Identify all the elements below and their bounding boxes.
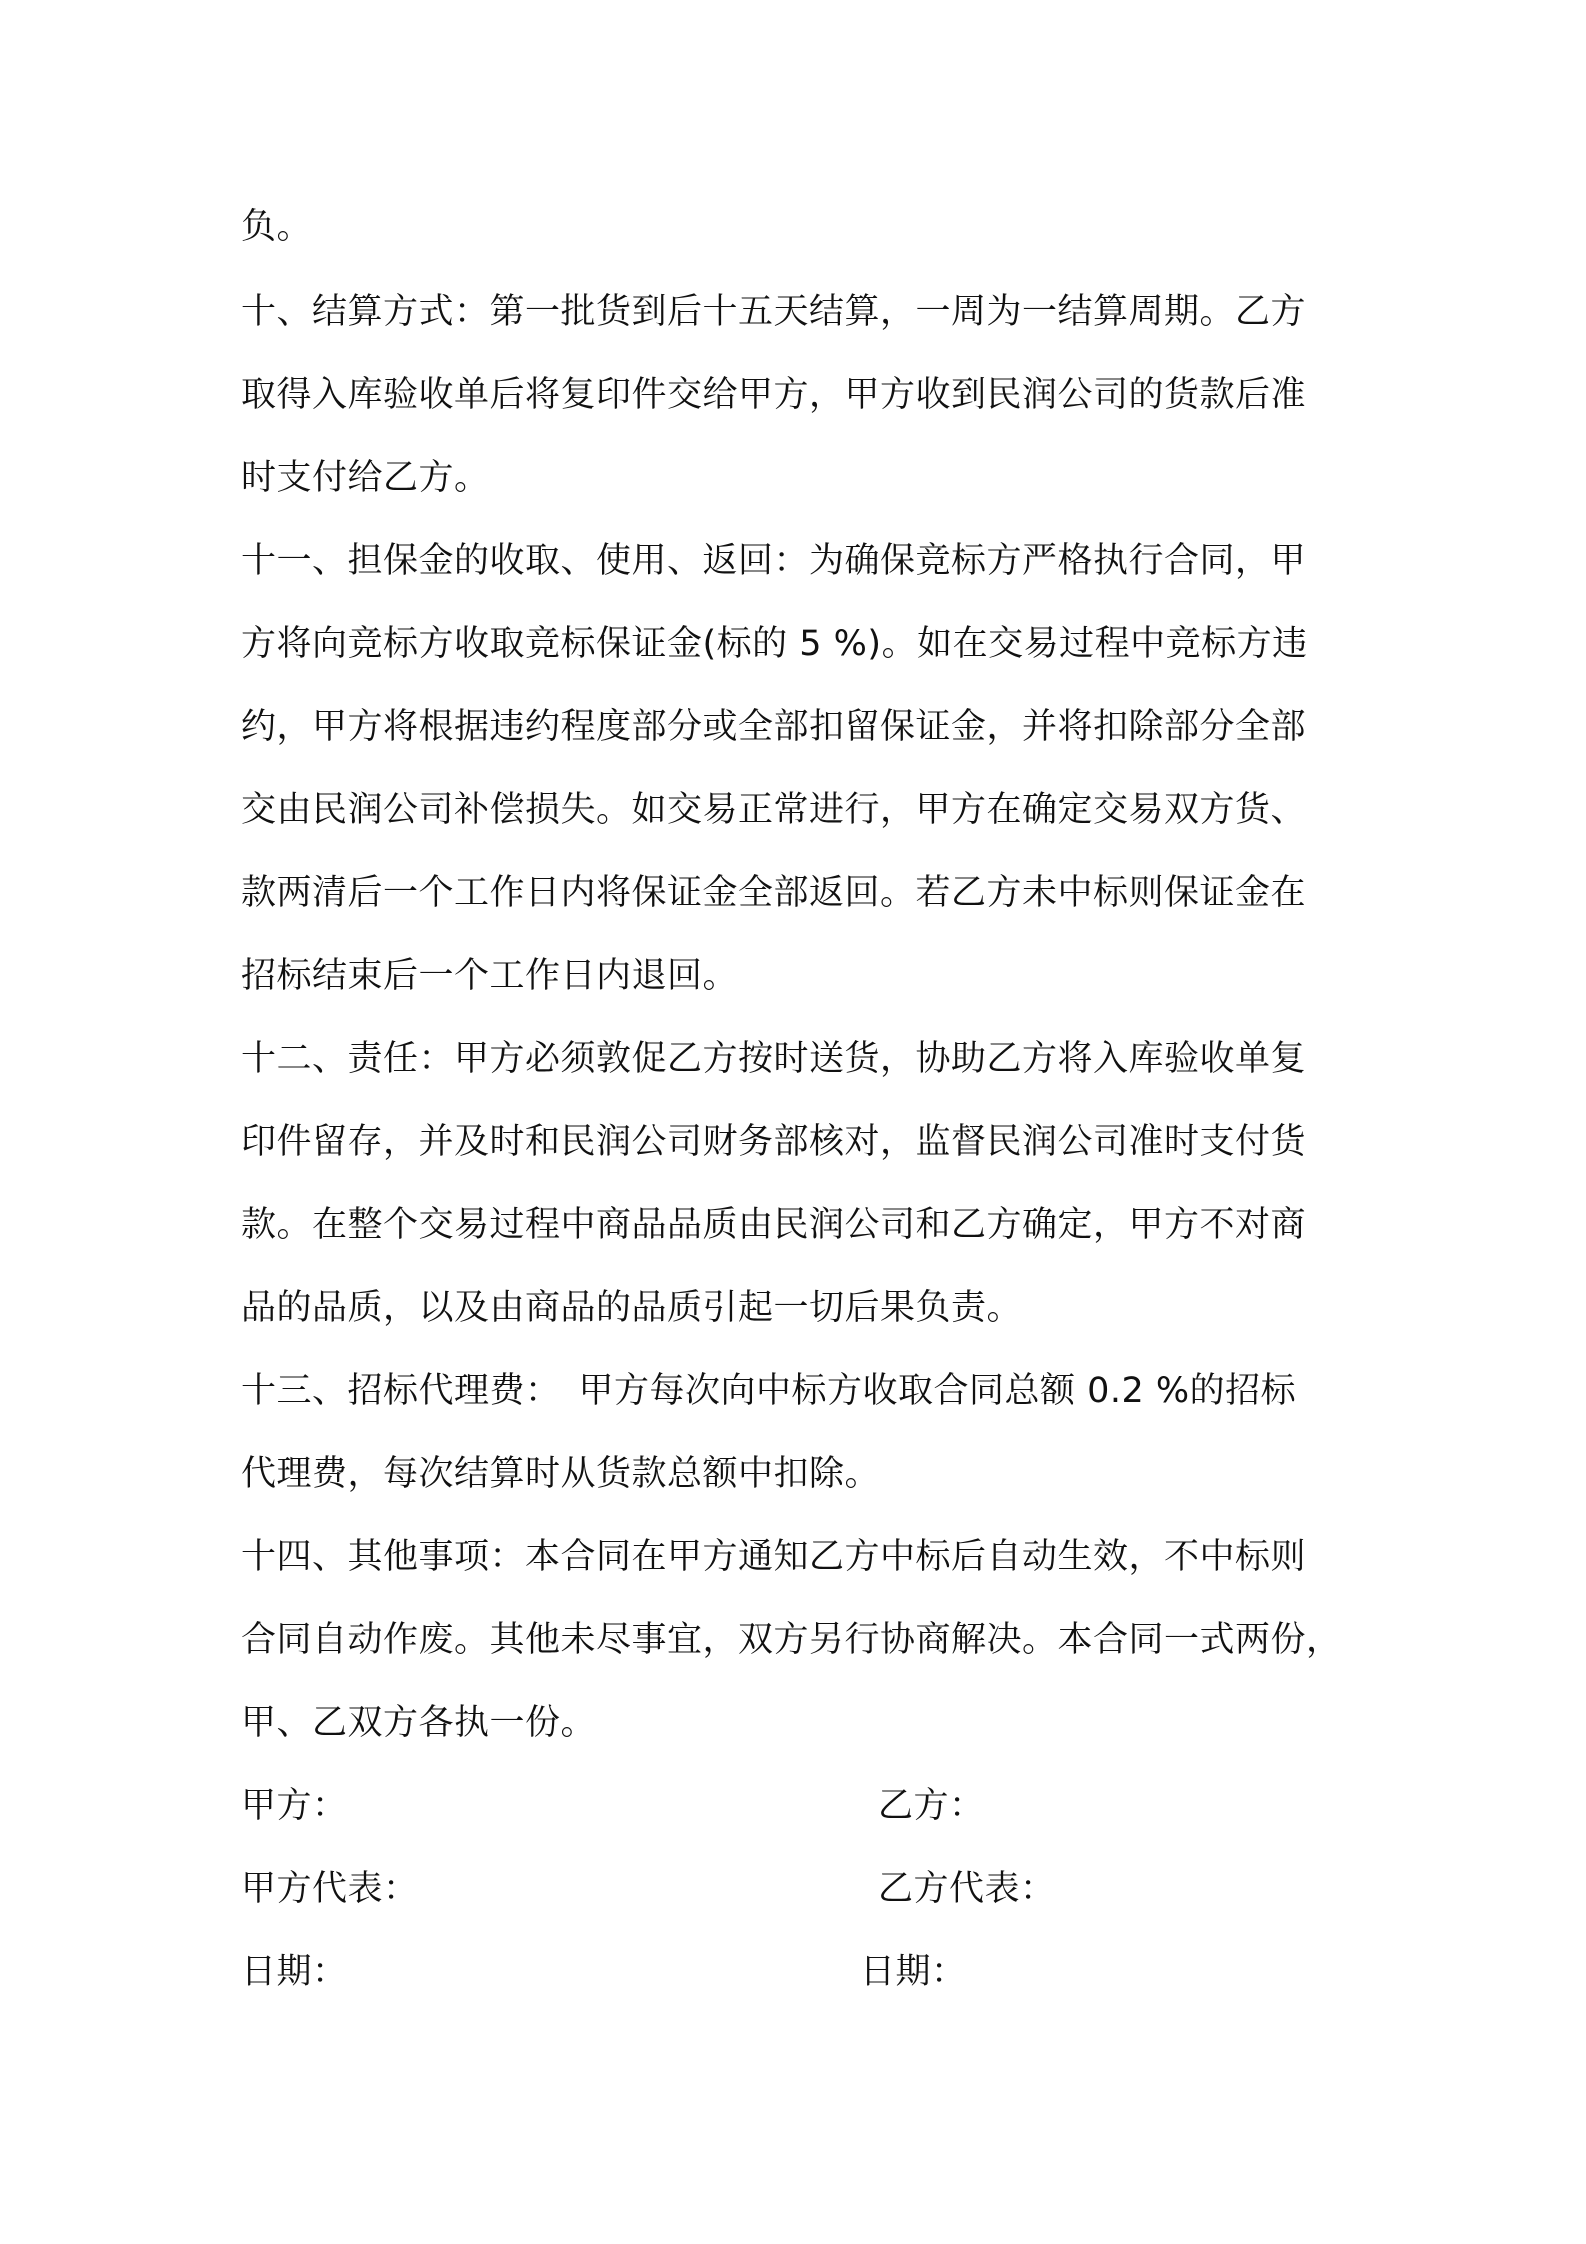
clause-11-line-4: 交由民润公司补偿损失。如交易正常进行，甲方在确定交易双方货、 [241,790,1307,830]
clause-11-line-6: 招标结束后一个工作日内退回。 [241,956,739,996]
party-b-label: 乙方： [878,1786,985,1826]
party-a-label: 甲方： [241,1786,348,1826]
clause-11-line-3: 约，甲方将根据违约程度部分或全部扣留保证金，并将扣除部分全部 [241,707,1307,747]
clause-10-line-2: 取得入库验收单后将复印件交给甲方，甲方收到民润公司的货款后准 [241,375,1307,415]
clause-14-line-1: 十四、其他事项：本合同在甲方通知乙方中标后自动生效，不中标则 [241,1537,1307,1577]
text-line: 负。 [241,207,313,247]
clause-12-line-3: 款。在整个交易过程中商品品质由民润公司和乙方确定，甲方不对商 [241,1205,1307,1245]
clause-11-line-5: 款两清后一个工作日内将保证金全部返回。若乙方未中标则保证金在 [241,873,1307,913]
clause-11-line-1: 十一、担保金的收取、使用、返回：为确保竞标方严格执行合同，甲 [241,541,1307,581]
clause-12-line-4: 品的品质，以及由商品的品质引起一切后果负责。 [241,1288,1023,1328]
clause-13-line-2: 代理费，每次结算时从货款总额中扣除。 [241,1454,881,1494]
clause-12-line-1: 十二、责任：甲方必须敦促乙方按时送货，协助乙方将入库验收单复 [241,1039,1307,1079]
clause-14-line-2: 合同自动作废。其他未尽事宜，双方另行协商解决。本合同一式两份， [241,1620,1342,1660]
clause-10-line-1: 十、结算方式：第一批货到后十五天结算，一周为一结算周期。乙方 [241,292,1307,332]
clause-10-line-3: 时支付给乙方。 [241,458,490,498]
party-a-rep-label: 甲方代表： [241,1869,419,1909]
clause-11-line-2: 方将向竞标方收取竞标保证金(标的 5 %)。如在交易过程中竞标方违 [241,624,1308,664]
date-a-label: 日期： [241,1952,348,1992]
clause-14-line-3: 甲、乙双方各执一份。 [241,1703,597,1743]
date-b-label: 日期： [860,1952,967,1992]
clause-13-line-1: 十三、招标代理费： 甲方每次向中标方收取合同总额 0.2 %的招标 [241,1371,1297,1411]
clause-12-line-2: 印件留存，并及时和民润公司财务部核对，监督民润公司准时支付货 [241,1122,1307,1162]
party-b-rep-label: 乙方代表： [878,1869,1056,1909]
